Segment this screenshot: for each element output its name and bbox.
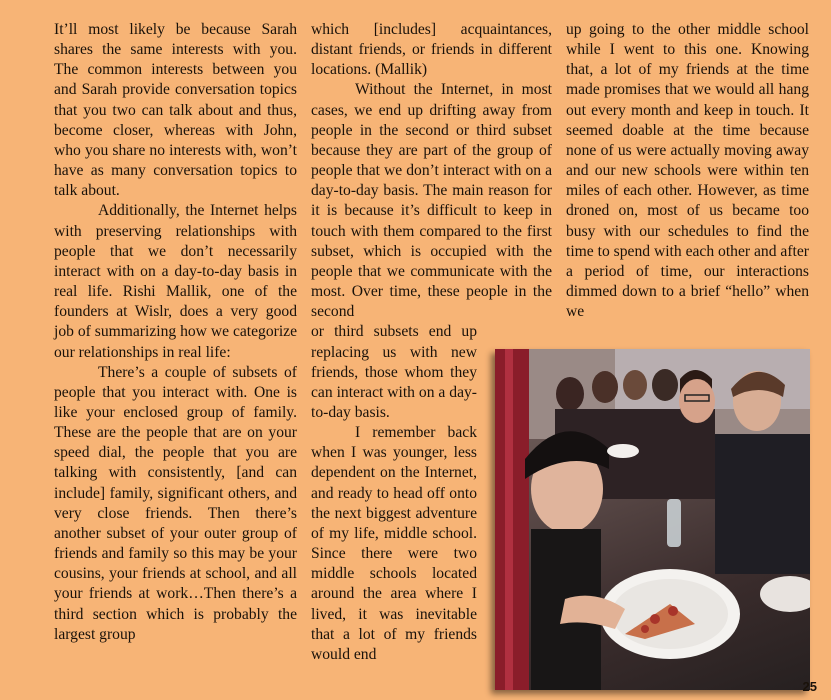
paragraph-promises: up going to the other middle school while I went to this one. Knowing that, a lot of my friends at the time made promises that we would all hang out every month and keep in touch. It seemed doable at the time because none of us were actually moving away and our new schools were within ten miles of each other. However, as time droned on, most of us became too busy with our schedules to find the time to spend with each other and after a period of time, our interactions dimmed down to a brief “hello” when we [566, 21, 809, 321]
paragraph-middle-school: I remember back when I was younger, less dependent on the Internet, and ready to head off onto the next biggest adventure of my life, middle school. Since there were two middle schools located around the area where I lived, it was inevitable that a lot of my friends would end [311, 424, 477, 663]
column-left [54, 20, 297, 645]
page-number: 25 [802, 679, 817, 694]
column-right [566, 20, 809, 322]
block-quote-mallik: There’s a couple of subsets of people that you interact with. One is like your enclosed group of family. These are the people that are on your speed dial, the people that you are talking with consistently, [and can include] family, significant others, and very close friends. Then there’s another subset of your outer group of friends and family so this may be your cousins, your friends at school, and all your friends at work…Then there’s a third section which is probably the largest group [54, 363, 297, 643]
photo-illustration [495, 349, 810, 690]
photo-students-pizza [495, 349, 810, 690]
paragraph-quote-end: which [includes] acquaintances, distant friends, or friends in different locations. (Mallik) [311, 21, 552, 79]
paragraph-internet-relationships: Additionally, the Internet helps with preserving relationships with people that we don’t necessarily interact with on a day-to-day basis in real life. Rishi Mallik, one of the founders at Wislr, does a very good job of summarizing how we categorize our relationships in real life: [54, 202, 297, 361]
paragraph-drifting-away-cont: or third subsets end up replacing us with new friends, those whom they can interact with on a day-to-day basis. [311, 323, 477, 421]
paragraph-interests: It’ll most likely be because Sarah shares the same interests with you. The common interests between you and Sarah provide conversation topics that you two can talk about and thus, become closer, whereas with John, who you share no interests with, won’t have as many conversation topics to talk about. [54, 21, 297, 200]
paragraph-drifting-away: Without the Internet, in most cases, we end up drifting away from people in the second or third subset because they are part of the group of people that we don’t interact with on a day-to-day basis. The main reason for it is because it’s difficult to keep in touch with them compared to the first subset, which is occupied with the people that we communicate with the most. Over time, these people in the second [311, 81, 552, 321]
